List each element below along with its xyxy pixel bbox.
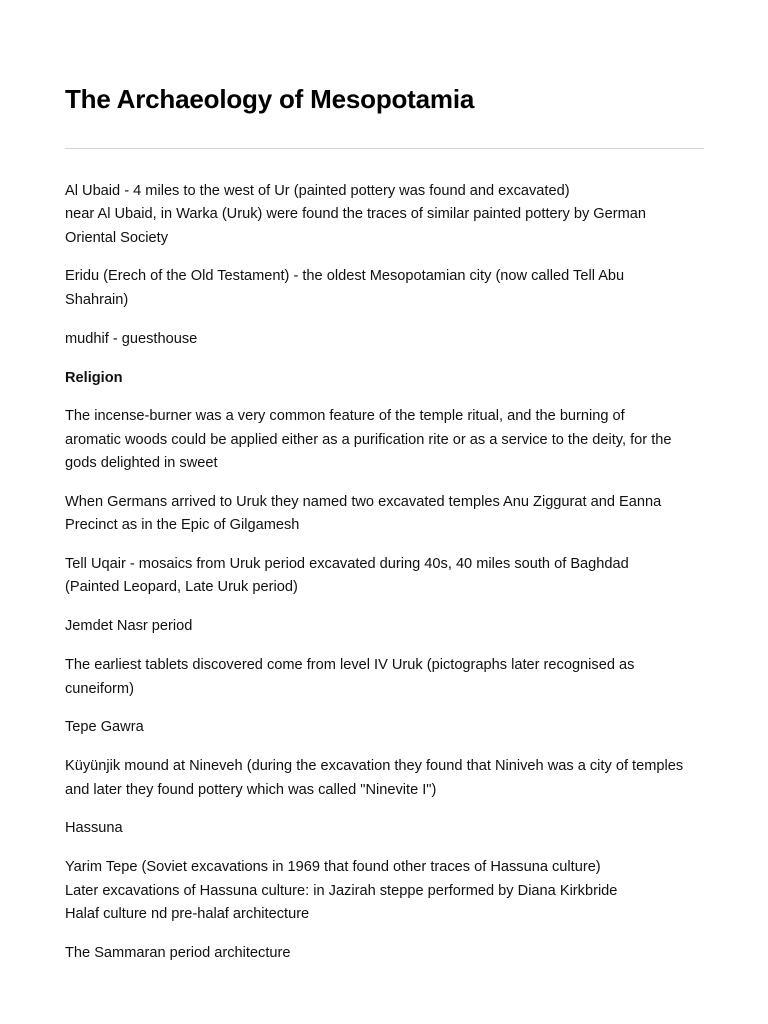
- text-line: mudhif - guesthouse: [65, 330, 198, 347]
- text-line: When Germans arrived to Uruk they named two excavated temples Anu Ziggurat and Eanna: [65, 493, 662, 510]
- paragraph: [65, 328, 705, 351]
- text-line: near Al Ubaid, in Warka (Uruk) were found the traces of similar painted pottery by German: [65, 206, 647, 223]
- text-line: Yarim Tepe (Soviet excavations in 1969 that found other traces of Hassuna culture): [65, 859, 601, 876]
- text-line: gods delighted in sweet: [65, 455, 218, 472]
- text-line: (Painted Leopard, Late Uruk period): [65, 579, 298, 596]
- text-line: Eridu (Erech of the Old Testament) - the oldest Mesopotamian city (now called Tell Abu: [65, 268, 625, 285]
- text-line: Halaf culture nd pre-halaf architecture: [65, 905, 310, 922]
- text-line: Oriental Society: [65, 229, 169, 246]
- text-line: Religion: [65, 369, 123, 386]
- text-line: Hassuna: [65, 820, 123, 837]
- paragraph: [65, 553, 705, 600]
- text-line: Precinct as in the Epic of Gilgamesh: [65, 517, 300, 534]
- text-line: Tepe Gawra: [65, 719, 144, 736]
- document-body: [65, 180, 705, 981]
- paragraph: [65, 817, 705, 840]
- paragraph: [65, 265, 705, 312]
- paragraph: [65, 615, 705, 638]
- text-line: Later excavations of Hassuna culture: in Jazirah steppe performed by Diana Kirkbride: [65, 882, 618, 899]
- section-heading: [65, 367, 705, 390]
- paragraph: [65, 491, 705, 538]
- text-line: and later they found pottery which was called "Ninevite I"): [65, 781, 437, 798]
- text-line: The Sammaran period architecture: [65, 944, 291, 961]
- text-line: Shahrain): [65, 291, 129, 308]
- text-line: The earliest tablets discovered come from level IV Uruk (pictographs later recognised as: [65, 657, 635, 674]
- text-line: aromatic woods could be applied either as a purification rite or as a service to the deity, for the: [65, 431, 672, 448]
- title-divider: [65, 148, 704, 149]
- text-line: Küyünjik mound at Nineveh (during the excavation they found that Niniveh was a city of temples: [65, 758, 684, 775]
- text-line: cuneiform): [65, 680, 134, 697]
- paragraph: [65, 654, 705, 701]
- paragraph: [65, 755, 705, 802]
- page-title: The Archaeology of Mesopotamia: [65, 84, 475, 114]
- paragraph: [65, 405, 705, 475]
- text-line: Tell Uqair - mosaics from Uruk period excavated during 40s, 40 miles south of Baghdad: [65, 556, 629, 573]
- text-line: The incense-burner was a very common feature of the temple ritual, and the burning of: [65, 408, 625, 425]
- paragraph: [65, 180, 705, 250]
- paragraph: [65, 856, 705, 926]
- paragraph: [65, 716, 705, 739]
- text-line: Jemdet Nasr period: [65, 618, 193, 635]
- paragraph: [65, 942, 705, 965]
- text-line: Al Ubaid - 4 miles to the west of Ur (painted pottery was found and excavated): [65, 183, 570, 199]
